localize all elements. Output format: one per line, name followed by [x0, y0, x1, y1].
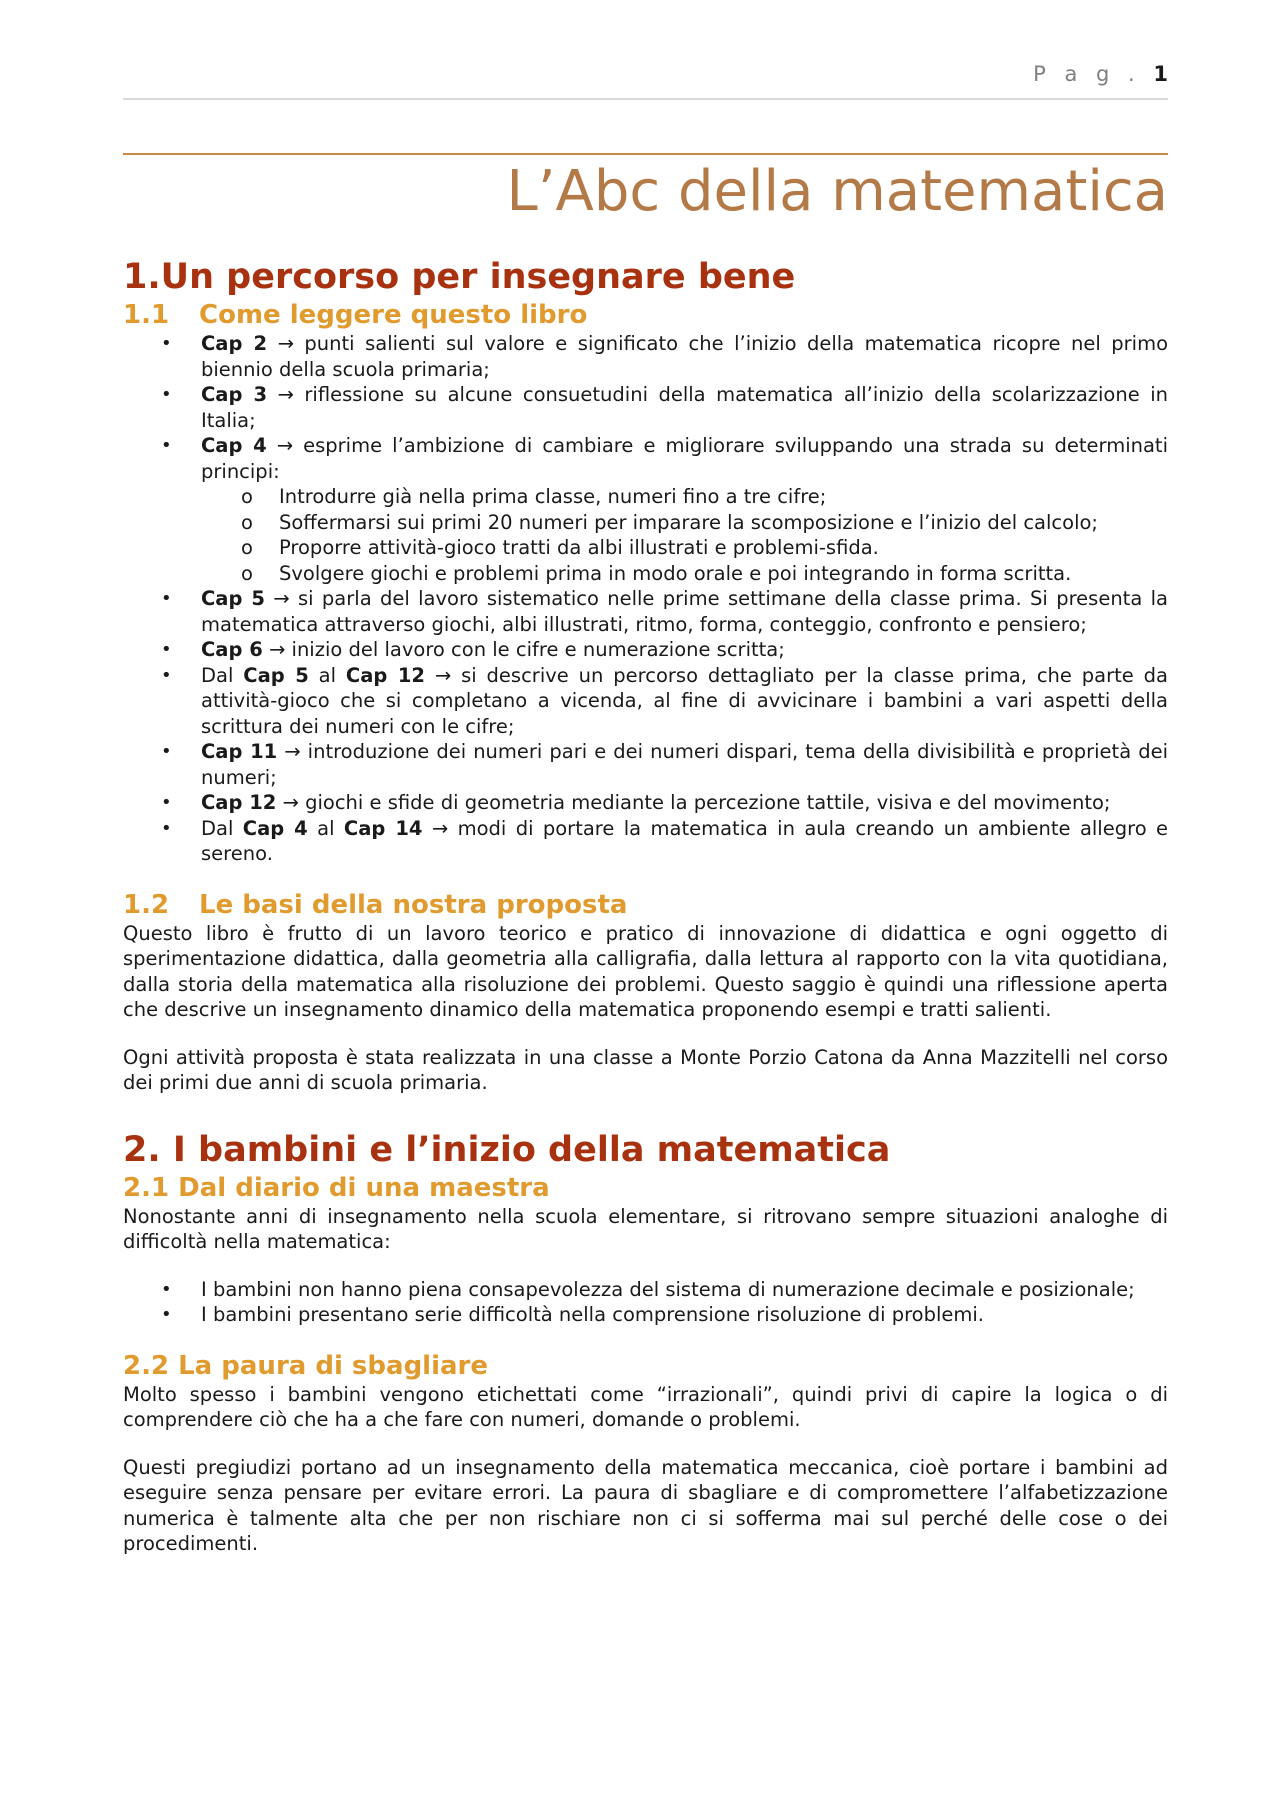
list-item-text: → inizio del lavoro con le cifre e numerazione scritta; [262, 638, 785, 661]
chapter-ref: Cap 4 [242, 816, 308, 840]
chapter-ref: Cap 12 [345, 663, 425, 687]
chapter-ref: Cap 5 [243, 663, 309, 687]
chapter-ref: Cap 3 [201, 383, 268, 406]
list-item [123, 663, 1168, 740]
paragraph: Molto spesso i bambini vengono etichettati come “irrazionali”, quindi privi di capire la logica o di comprendere ciò che ha a che fare con numeri, domande o problemi. [123, 1382, 1168, 1431]
section-number: 1.2 [123, 889, 170, 920]
paragraph: Questi pregiudizi portano ad un insegnamento della matematica meccanica, cioè portare i bambini ad eseguire senza pensare per evitare errori. La paura di sbagliare e di compromettere l’alfabetizzazione numerica è talmente alta che per non rischiare non ci si sofferma mai sul perché delle cose o dei procedimenti. [123, 1455, 1168, 1555]
list-item [123, 739, 1168, 790]
title-rule [123, 153, 1168, 155]
chapter-ref: Cap 12 [201, 791, 277, 814]
list-item [123, 637, 1168, 663]
principles-list [201, 484, 1168, 586]
page-header [123, 62, 1168, 100]
paragraph: Nonostante anni di insegnamento nella scuola elementare, si ritrovano sempre situazioni analoghe di difficoltà nella matematica: [123, 1204, 1168, 1253]
list-item [123, 331, 1168, 382]
section-1-2-heading [123, 889, 1168, 921]
sub-list-item: o Introdurre già nella prima classe, numeri fino a tre cifre; [123, 484, 1168, 510]
list-item: • I bambini presentano serie difficoltà nella comprensione risoluzione di problemi. [123, 1302, 1168, 1328]
page-number: 1 [1153, 62, 1168, 86]
section-2-1-heading: 2.1 Dal diario di una maestra [123, 1172, 550, 1203]
paragraph: Questo libro è frutto di un lavoro teorico e pratico di innovazione di didattica e ogni oggetto di sperimentazione didattica, dalla geometria alla calligrafia, dalla lettura al rapporto con la vita quotidiana, dalla storia della matematica alla risoluzione dei problemi. Questo saggio è quindi una riflessione aperta che descrive un insegnamento dinamico della matematica proponendo esempi e tratti salienti. [123, 921, 1168, 1021]
list-item-text: → si descrive un percorso dettagliato per la classe prima, che parte da attività-gioco che si completano a vicenda, al fine di avvicinare i bambini a vari aspetti della scrittura dei numeri con le cifre; [201, 663, 1168, 738]
paragraph: Ogni attività proposta è stata realizzata in una classe a Monte Porzio Catona da Anna Mazzitelli nel corso dei primi due anni di scuola primaria. [123, 1045, 1168, 1094]
list-item: • I bambini non hanno piena consapevolezza del sistema di numerazione decimale e posizionale; [123, 1277, 1168, 1303]
list-item-text: → esprime l’ambizione di cambiare e migliorare sviluppando una strada su determinati principi: [201, 434, 1168, 483]
chapter-ref: Cap 4 [201, 434, 267, 457]
list-item-prefix: Dal [201, 663, 244, 687]
list-item-mid: al [308, 663, 346, 687]
difficulty-list [123, 1277, 1168, 1328]
document-title: L’Abc della matematica [506, 159, 1168, 224]
chapter-ref: Cap 6 [201, 638, 263, 661]
list-item-text: → modi di portare la matematica in aula creando un ambiente allegro e sereno. [201, 816, 1169, 865]
list-item-text: → introduzione dei numeri pari e dei numeri dispari, tema della divisibilità e proprietà dei numeri; [201, 740, 1168, 789]
sub-list-item: o Svolgere giochi e problemi prima in modo orale e poi integrando in forma scritta. [123, 561, 1168, 587]
section-title: Come leggere questo libro [199, 300, 588, 330]
list-item-text: → si parla del lavoro sistematico nelle prime settimane della classe prima. Si presenta la matematica attraverso giochi, albi illustrati, ritmo, forma, conteggio, confronto e pensiero; [201, 587, 1168, 636]
chapter-ref: Cap 5 [201, 587, 265, 610]
chapter-ref: Cap 14 [343, 816, 423, 840]
chapter-list [123, 331, 1168, 867]
list-item-text: → punti salienti sul valore e significato che l’inizio della matematica ricopre nel primo biennio della scuola primaria; [201, 332, 1168, 381]
section-1-heading: 1.Un percorso per insegnare bene [123, 257, 796, 297]
sub-list-item: o Proporre attività-gioco tratti da albi illustrati e problemi-sfida. [123, 535, 1168, 561]
section-1-1-heading [123, 299, 1168, 331]
list-item [123, 382, 1168, 433]
list-item [123, 433, 1168, 586]
section-title: Le basi della nostra proposta [199, 889, 628, 920]
document-body [123, 255, 1168, 1557]
sub-list-item: o Soffermarsi sui primi 20 numeri per imparare la scomposizione e l’inizio del calcolo; [123, 510, 1168, 536]
section-number: 1.1 [123, 300, 170, 330]
chapter-ref: Cap 11 [201, 740, 278, 763]
section-2-2-heading: 2.2 La paura di sbagliare [123, 1350, 489, 1381]
list-item-mid: al [307, 816, 344, 840]
page-label: P a g . [1033, 62, 1141, 86]
list-item [123, 816, 1168, 867]
list-item-text: → riflessione su alcune consuetudini della matematica all’inizio della scolarizzazione in Italia; [201, 383, 1168, 432]
list-item [123, 790, 1168, 816]
list-item-prefix: Dal [201, 816, 243, 840]
section-2-heading: 2. I bambini e l’inizio della matematica [123, 1129, 891, 1170]
chapter-ref: Cap 2 [201, 332, 268, 355]
list-item [123, 586, 1168, 637]
list-item-text: → giochi e sfide di geometria mediante la percezione tattile, visiva e del movimento; [276, 791, 1111, 814]
